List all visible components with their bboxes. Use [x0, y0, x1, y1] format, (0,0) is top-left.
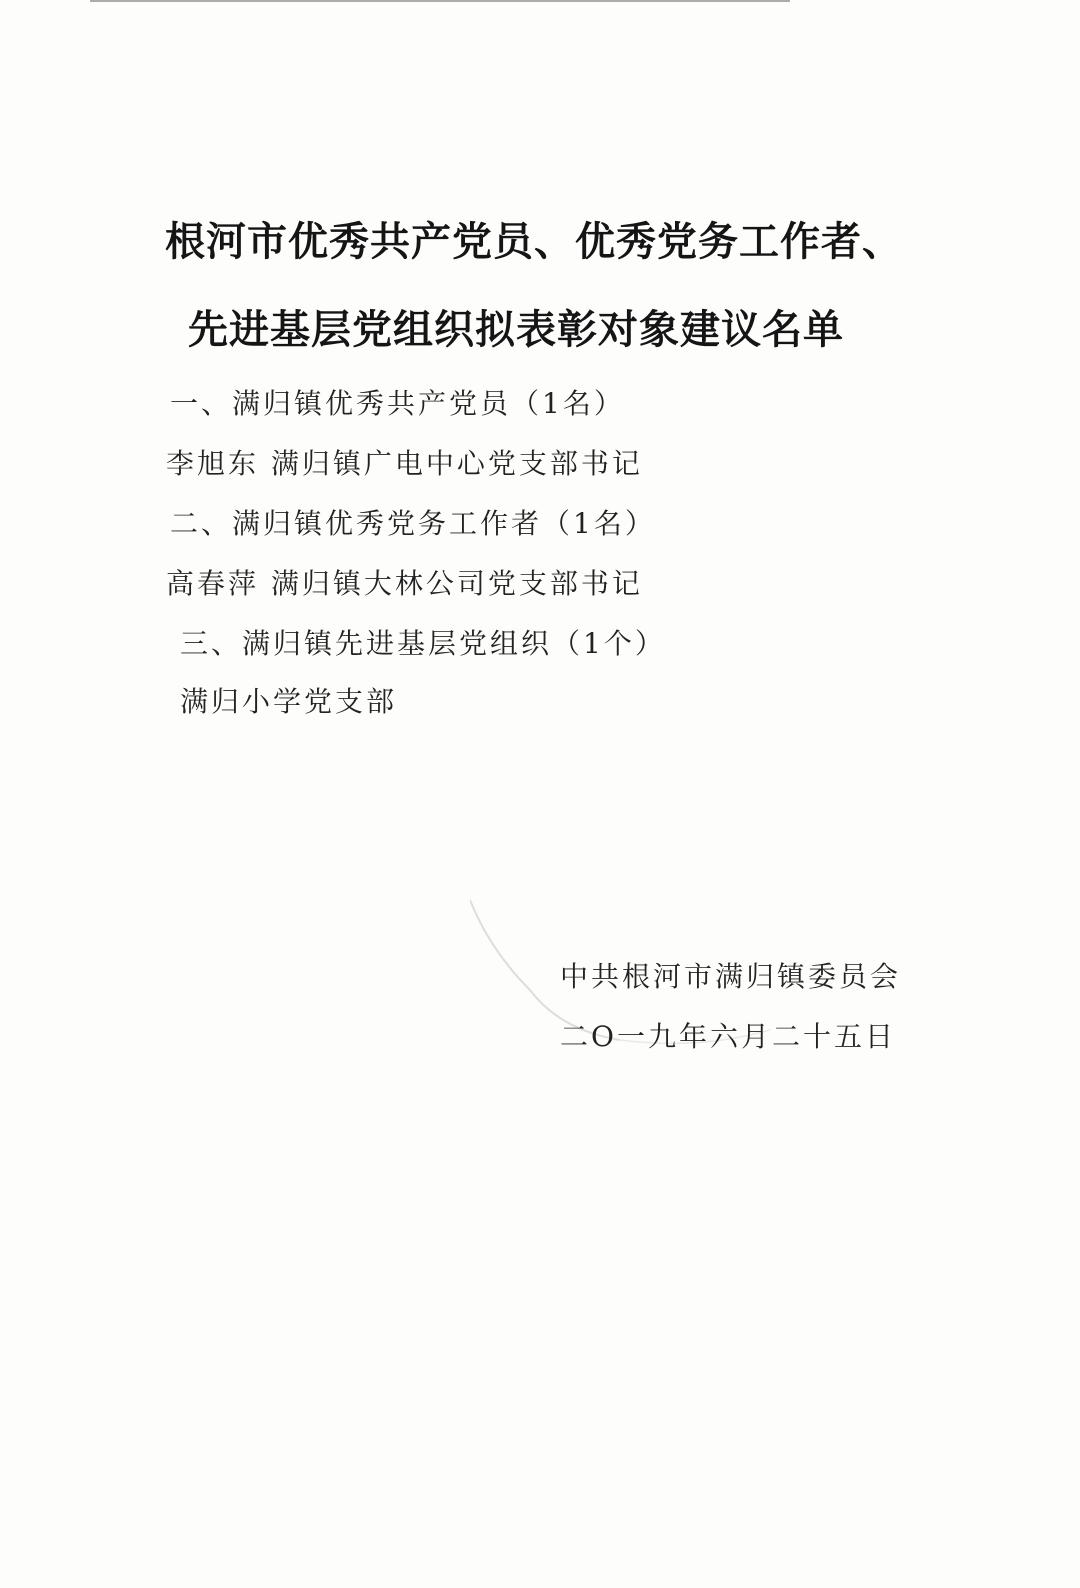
section-3-entry: 满归小学党支部	[180, 685, 398, 718]
document-title-line-1: 根河市优秀共产党员、优秀党务工作者、	[165, 219, 903, 265]
section-1-entry: 李旭东 满归镇广电中心党支部书记	[166, 447, 643, 480]
section-3-heading: 三、满归镇先进基层党组织（1个）	[180, 627, 666, 660]
section-2-heading: 二、满归镇优秀党务工作者（1名）	[170, 507, 656, 540]
signature-organization: 中共根河市满归镇委员会	[560, 960, 902, 993]
scan-edge-line	[90, 0, 790, 2]
signature-date: 二O一九年六月二十五日	[560, 1020, 896, 1053]
document-title-line-2: 先进基层党组织拟表彰对象建议名单	[188, 307, 844, 353]
section-2-entry: 高春萍 满归镇大林公司党支部书记	[166, 567, 643, 600]
section-1-heading: 一、满归镇优秀共产党员（1名）	[170, 387, 625, 420]
